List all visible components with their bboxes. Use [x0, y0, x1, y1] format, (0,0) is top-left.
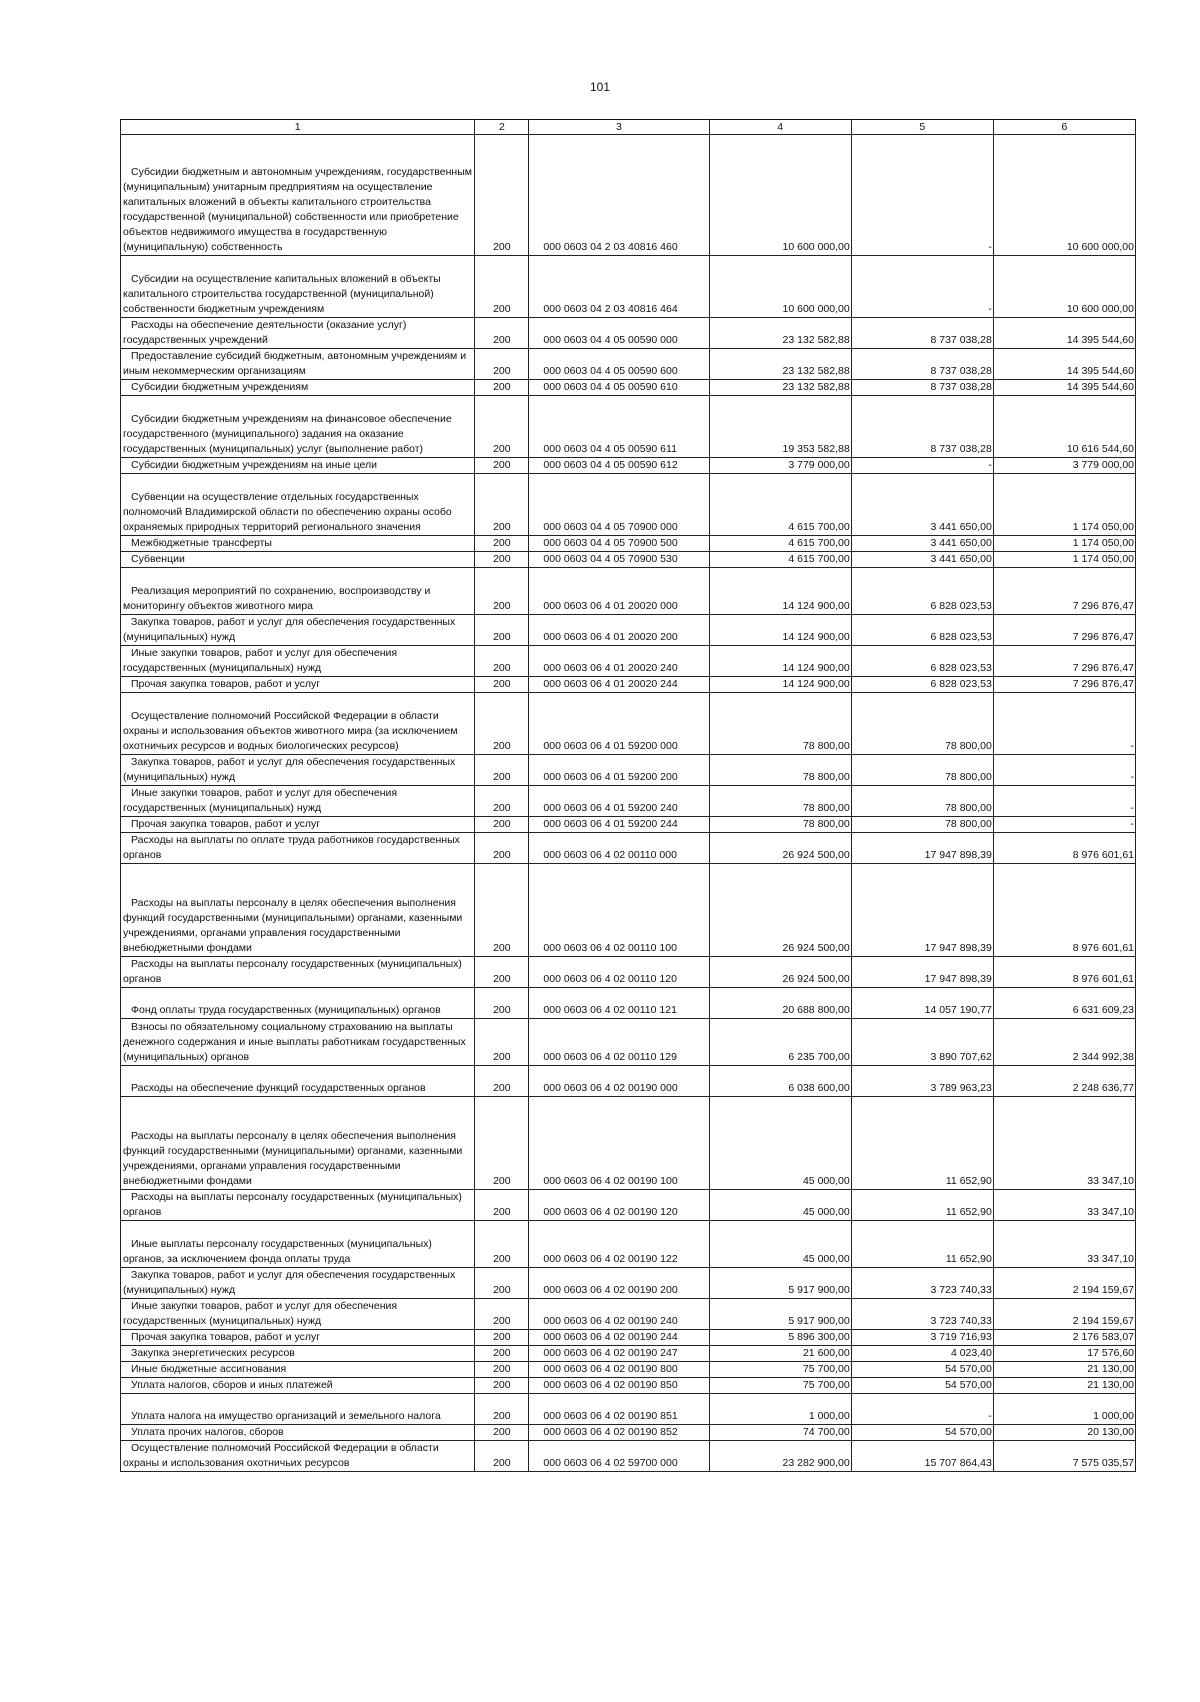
row-name-text: Реализация мероприятий по сохранению, воспроизводству и мониторингу объектов животного мира: [123, 585, 431, 612]
row-budget-code-cell: 000 0603 04 2 03 40816 460: [529, 135, 709, 256]
row-name-text: Уплата налогов, сборов и иных платежей: [131, 1379, 333, 1391]
row-executed-cell: 17 947 898,39: [851, 957, 993, 988]
row-executed-cell: 6 828 023,53: [851, 568, 993, 615]
table-row: [121, 349, 1136, 380]
row-line-code-cell: 200: [475, 1394, 529, 1425]
row-executed-cell: -: [851, 135, 993, 256]
table-row: [121, 1425, 1136, 1441]
table-row: [121, 1097, 1136, 1190]
row-unexecuted-cell: 10 616 544,60: [993, 396, 1135, 458]
row-executed-cell: 14 057 190,77: [851, 988, 993, 1019]
row-approved-cell: 75 700,00: [709, 1378, 851, 1394]
row-line-code-cell: 200: [475, 957, 529, 988]
row-budget-code-cell: 000 0603 04 4 05 00590 610: [529, 380, 709, 396]
table-row: [121, 1378, 1136, 1394]
row-budget-code-cell: 000 0603 06 4 02 59700 000: [529, 1441, 709, 1472]
row-line-code-cell: 200: [475, 568, 529, 615]
row-name-text: Иные закупки товаров, работ и услуг для обеспечения государственных (муниципальных) нужд: [123, 1300, 398, 1327]
row-unexecuted-cell: 20 130,00: [993, 1425, 1135, 1441]
row-executed-cell: 54 570,00: [851, 1425, 993, 1441]
row-unexecuted-cell: 7 296 876,47: [993, 568, 1135, 615]
row-budget-code-cell: 000 0603 06 4 02 00190 800: [529, 1362, 709, 1378]
row-name-text: Субсидии бюджетным учреждениям на финансовое обеспечение государственного (муниципального) задания на оказание государственных (муниципальных) услуг (выполнение работ): [123, 413, 452, 455]
row-approved-cell: 5 896 300,00: [709, 1330, 851, 1346]
row-name-text: Расходы на обеспечение деятельности (оказание услуг) государственных учреждений: [123, 319, 407, 346]
row-executed-cell: 17 947 898,39: [851, 833, 993, 864]
table-row: [121, 1019, 1136, 1066]
row-name-text: Взносы по обязательному социальному страхованию на выплаты денежного содержания и иные выплаты работникам государственных (муниципальных) органов: [123, 1021, 466, 1063]
row-budget-code-cell: 000 0603 06 4 02 00190 122: [529, 1221, 709, 1268]
row-name-text: Межбюджетные трансферты: [131, 537, 272, 549]
row-unexecuted-cell: 2 344 992,38: [993, 1019, 1135, 1066]
row-executed-cell: 3 723 740,33: [851, 1299, 993, 1330]
table-row: [121, 1346, 1136, 1362]
row-approved-cell: 20 688 800,00: [709, 988, 851, 1019]
row-name-cell: [121, 693, 475, 755]
row-approved-cell: 78 800,00: [709, 817, 851, 833]
row-unexecuted-cell: 10 600 000,00: [993, 135, 1135, 256]
row-unexecuted-cell: 1 000,00: [993, 1394, 1135, 1425]
table-row: [121, 786, 1136, 817]
row-budget-code-cell: 000 0603 06 4 02 00190 100: [529, 1097, 709, 1190]
table-row: [121, 135, 1136, 256]
table-row: [121, 988, 1136, 1019]
row-approved-cell: 5 917 900,00: [709, 1299, 851, 1330]
row-approved-cell: 10 600 000,00: [709, 135, 851, 256]
row-unexecuted-cell: 1 174 050,00: [993, 474, 1135, 536]
row-executed-cell: 11 652,90: [851, 1190, 993, 1221]
row-budget-code-cell: 000 0603 06 4 02 00110 121: [529, 988, 709, 1019]
row-line-code-cell: 200: [475, 1330, 529, 1346]
row-name-cell: [121, 552, 475, 568]
row-name-cell: [121, 988, 475, 1019]
row-name-text: Фонд оплаты труда государственных (муниципальных) органов: [131, 1004, 441, 1016]
row-name-cell: [121, 318, 475, 349]
row-budget-code-cell: 000 0603 04 4 05 00590 612: [529, 458, 709, 474]
row-name-cell: [121, 1019, 475, 1066]
table-row: [121, 693, 1136, 755]
row-name-cell: [121, 1330, 475, 1346]
header-col-3: 3: [529, 120, 709, 135]
row-unexecuted-cell: 6 631 609,23: [993, 988, 1135, 1019]
row-budget-code-cell: 000 0603 06 4 01 20020 244: [529, 677, 709, 693]
row-name-text: Расходы на выплаты персоналу государственных (муниципальных) органов: [123, 1191, 462, 1218]
table-row: [121, 833, 1136, 864]
row-name-text: Прочая закупка товаров, работ и услуг: [131, 1331, 321, 1343]
row-budget-code-cell: 000 0603 04 4 05 70900 500: [529, 536, 709, 552]
row-name-cell: [121, 256, 475, 318]
row-executed-cell: 8 737 038,28: [851, 380, 993, 396]
row-name-cell: [121, 135, 475, 256]
row-executed-cell: 54 570,00: [851, 1362, 993, 1378]
row-approved-cell: 19 353 582,88: [709, 396, 851, 458]
row-line-code-cell: 200: [475, 1066, 529, 1097]
row-line-code-cell: 200: [475, 1346, 529, 1362]
row-name-cell: [121, 396, 475, 458]
row-budget-code-cell: 000 0603 06 4 02 00190 852: [529, 1425, 709, 1441]
row-budget-code-cell: 000 0603 06 4 01 59200 200: [529, 755, 709, 786]
row-unexecuted-cell: 33 347,10: [993, 1097, 1135, 1190]
row-executed-cell: 78 800,00: [851, 786, 993, 817]
row-approved-cell: 26 924 500,00: [709, 864, 851, 957]
row-line-code-cell: 200: [475, 864, 529, 957]
row-unexecuted-cell: 21 130,00: [993, 1378, 1135, 1394]
row-unexecuted-cell: 8 976 601,61: [993, 864, 1135, 957]
row-budget-code-cell: 000 0603 06 4 02 00190 851: [529, 1394, 709, 1425]
row-unexecuted-cell: 2 194 159,67: [993, 1268, 1135, 1299]
row-budget-code-cell: 000 0603 06 4 02 00190 247: [529, 1346, 709, 1362]
row-name-cell: [121, 615, 475, 646]
header-col-6: 6: [993, 120, 1135, 135]
row-unexecuted-cell: 1 174 050,00: [993, 536, 1135, 552]
table-row: [121, 615, 1136, 646]
row-unexecuted-cell: 2 176 583,07: [993, 1330, 1135, 1346]
row-name-cell: [121, 833, 475, 864]
row-approved-cell: 78 800,00: [709, 755, 851, 786]
row-name-cell: [121, 568, 475, 615]
row-budget-code-cell: 000 0603 04 4 05 00590 600: [529, 349, 709, 380]
table-row: [121, 318, 1136, 349]
row-approved-cell: 23 132 582,88: [709, 318, 851, 349]
row-executed-cell: -: [851, 1394, 993, 1425]
row-line-code-cell: 200: [475, 552, 529, 568]
row-unexecuted-cell: 7 296 876,47: [993, 677, 1135, 693]
row-executed-cell: 8 737 038,28: [851, 396, 993, 458]
row-name-cell: [121, 349, 475, 380]
row-unexecuted-cell: -: [993, 693, 1135, 755]
row-name-text: Закупка товаров, работ и услуг для обеспечения государственных (муниципальных) нужд: [123, 756, 456, 783]
budget-execution-table: [120, 119, 1136, 1472]
table-row: [121, 864, 1136, 957]
row-line-code-cell: 200: [475, 988, 529, 1019]
row-line-code-cell: 200: [475, 536, 529, 552]
row-approved-cell: 5 917 900,00: [709, 1268, 851, 1299]
row-name-text: Субвенции на осуществление отдельных государственных полномочий Владимирской области по обеспечению охраны особо охраняемых природных территорий регионального значения: [123, 491, 452, 533]
header-col-2: 2: [475, 120, 529, 135]
row-name-cell: [121, 1221, 475, 1268]
row-line-code-cell: 200: [475, 677, 529, 693]
row-budget-code-cell: 000 0603 04 4 05 70900 000: [529, 474, 709, 536]
row-executed-cell: 3 723 740,33: [851, 1268, 993, 1299]
row-unexecuted-cell: 2 248 636,77: [993, 1066, 1135, 1097]
row-approved-cell: 78 800,00: [709, 693, 851, 755]
table-row: [121, 755, 1136, 786]
row-line-code-cell: 200: [475, 833, 529, 864]
row-line-code-cell: 200: [475, 1190, 529, 1221]
row-name-cell: [121, 474, 475, 536]
row-executed-cell: 78 800,00: [851, 817, 993, 833]
row-name-cell: [121, 677, 475, 693]
row-line-code-cell: 200: [475, 396, 529, 458]
row-line-code-cell: 200: [475, 1268, 529, 1299]
row-unexecuted-cell: 3 779 000,00: [993, 458, 1135, 474]
row-line-code-cell: 200: [475, 1378, 529, 1394]
row-executed-cell: 15 707 864,43: [851, 1441, 993, 1472]
row-executed-cell: 54 570,00: [851, 1378, 993, 1394]
row-unexecuted-cell: 1 174 050,00: [993, 552, 1135, 568]
row-executed-cell: 3 890 707,62: [851, 1019, 993, 1066]
row-name-cell: [121, 1346, 475, 1362]
row-approved-cell: 45 000,00: [709, 1221, 851, 1268]
row-name-text: Субсидии бюджетным учреждениям на иные цели: [131, 459, 377, 471]
row-executed-cell: 6 828 023,53: [851, 615, 993, 646]
row-line-code-cell: 200: [475, 135, 529, 256]
row-name-cell: [121, 1378, 475, 1394]
table-row: [121, 536, 1136, 552]
header-row: [121, 120, 1136, 135]
row-approved-cell: 10 600 000,00: [709, 256, 851, 318]
row-name-cell: [121, 458, 475, 474]
row-unexecuted-cell: -: [993, 786, 1135, 817]
row-name-cell: [121, 957, 475, 988]
row-name-text: Расходы на выплаты персоналу государственных (муниципальных) органов: [123, 958, 462, 985]
row-name-cell: [121, 1097, 475, 1190]
row-name-text: Уплата налога на имущество организаций и земельного налога: [131, 1410, 441, 1422]
row-name-text: Иные бюджетные ассигнования: [131, 1363, 287, 1375]
row-executed-cell: 3 719 716,93: [851, 1330, 993, 1346]
row-budget-code-cell: 000 0603 06 4 02 00190 120: [529, 1190, 709, 1221]
row-executed-cell: 8 737 038,28: [851, 318, 993, 349]
row-approved-cell: 6 235 700,00: [709, 1019, 851, 1066]
row-approved-cell: 14 124 900,00: [709, 568, 851, 615]
row-budget-code-cell: 000 0603 06 4 02 00110 000: [529, 833, 709, 864]
table-row: [121, 380, 1136, 396]
row-approved-cell: 78 800,00: [709, 786, 851, 817]
row-budget-code-cell: 000 0603 04 2 03 40816 464: [529, 256, 709, 318]
row-approved-cell: 3 779 000,00: [709, 458, 851, 474]
row-executed-cell: 8 737 038,28: [851, 349, 993, 380]
row-unexecuted-cell: 8 976 601,61: [993, 957, 1135, 988]
table-row: [121, 1221, 1136, 1268]
row-line-code-cell: 200: [475, 458, 529, 474]
row-budget-code-cell: 000 0603 06 4 02 00190 244: [529, 1330, 709, 1346]
row-name-cell: [121, 1441, 475, 1472]
row-name-text: Закупка товаров, работ и услуг для обеспечения государственных (муниципальных) нужд: [123, 1269, 456, 1296]
row-line-code-cell: 200: [475, 1221, 529, 1268]
row-unexecuted-cell: 33 347,10: [993, 1221, 1135, 1268]
row-line-code-cell: 200: [475, 380, 529, 396]
row-line-code-cell: 200: [475, 474, 529, 536]
row-unexecuted-cell: 7 575 035,57: [993, 1441, 1135, 1472]
row-executed-cell: 78 800,00: [851, 755, 993, 786]
row-executed-cell: 3 789 963,23: [851, 1066, 993, 1097]
row-line-code-cell: 200: [475, 693, 529, 755]
row-approved-cell: 74 700,00: [709, 1425, 851, 1441]
row-executed-cell: -: [851, 458, 993, 474]
table-row: [121, 677, 1136, 693]
row-budget-code-cell: 000 0603 06 4 02 00110 129: [529, 1019, 709, 1066]
row-budget-code-cell: 000 0603 06 4 02 00110 100: [529, 864, 709, 957]
row-budget-code-cell: 000 0603 04 4 05 70900 530: [529, 552, 709, 568]
row-approved-cell: 23 132 582,88: [709, 349, 851, 380]
row-budget-code-cell: 000 0603 06 4 01 20020 000: [529, 568, 709, 615]
row-unexecuted-cell: 14 395 544,60: [993, 380, 1135, 396]
header-col-1: 1: [121, 120, 475, 135]
table-row: [121, 817, 1136, 833]
row-budget-code-cell: 000 0603 04 4 05 00590 000: [529, 318, 709, 349]
row-executed-cell: 3 441 650,00: [851, 552, 993, 568]
row-approved-cell: 45 000,00: [709, 1190, 851, 1221]
row-name-cell: [121, 864, 475, 957]
table-row: [121, 1394, 1136, 1425]
row-name-text: Иные выплаты персоналу государственных (муниципальных) органов, за исключением фонда оплаты труда: [123, 1238, 432, 1265]
table-row: [121, 957, 1136, 988]
table-row: [121, 1268, 1136, 1299]
row-executed-cell: 6 828 023,53: [851, 677, 993, 693]
table-row: [121, 1441, 1136, 1472]
row-executed-cell: 11 652,90: [851, 1221, 993, 1268]
table-row: [121, 458, 1136, 474]
row-unexecuted-cell: 14 395 544,60: [993, 318, 1135, 349]
row-executed-cell: 4 023,40: [851, 1346, 993, 1362]
row-budget-code-cell: 000 0603 06 4 02 00190 000: [529, 1066, 709, 1097]
row-approved-cell: 45 000,00: [709, 1097, 851, 1190]
header-col-5: 5: [851, 120, 993, 135]
row-name-text: Расходы на выплаты персоналу в целях обеспечения выполнения функций государственными (муниципальными) органами, казенными учреждениями, органами управления государственными внебюджетными фондами: [123, 897, 463, 954]
row-name-cell: [121, 1362, 475, 1378]
row-name-text: Расходы на обеспечение функций государственных органов: [131, 1082, 426, 1094]
row-executed-cell: -: [851, 256, 993, 318]
row-approved-cell: 6 038 600,00: [709, 1066, 851, 1097]
row-approved-cell: 14 124 900,00: [709, 615, 851, 646]
row-name-text: Субсидии на осуществление капитальных вложений в объекты капитального строительства государственной (муниципальной) собственности бюджетным учреждениям: [123, 273, 441, 315]
row-name-text: Прочая закупка товаров, работ и услуг: [131, 818, 321, 830]
row-budget-code-cell: 000 0603 06 4 02 00190 200: [529, 1268, 709, 1299]
row-executed-cell: 3 441 650,00: [851, 536, 993, 552]
row-name-text: Расходы на выплаты персоналу в целях обеспечения выполнения функций государственными (муниципальными) органами, казенными учреждениями, органами управления государственными внебюджетными фондами: [123, 1130, 463, 1187]
row-approved-cell: 14 124 900,00: [709, 646, 851, 677]
row-name-text: Субвенции: [131, 553, 185, 565]
row-approved-cell: 14 124 900,00: [709, 677, 851, 693]
row-approved-cell: 75 700,00: [709, 1362, 851, 1378]
table-row: [121, 568, 1136, 615]
row-budget-code-cell: 000 0603 06 4 01 20020 240: [529, 646, 709, 677]
row-line-code-cell: 200: [475, 786, 529, 817]
row-budget-code-cell: 000 0603 06 4 01 59200 000: [529, 693, 709, 755]
row-budget-code-cell: 000 0603 06 4 02 00110 120: [529, 957, 709, 988]
row-name-text: Предоставление субсидий бюджетным, автономным учреждениям и иным некоммерческим организациям: [123, 350, 467, 377]
page-number: 101: [589, 80, 611, 94]
row-executed-cell: 6 828 023,53: [851, 646, 993, 677]
table-row: [121, 1299, 1136, 1330]
row-budget-code-cell: 000 0603 06 4 02 00190 850: [529, 1378, 709, 1394]
row-name-cell: [121, 1066, 475, 1097]
row-executed-cell: 11 652,90: [851, 1097, 993, 1190]
row-unexecuted-cell: 7 296 876,47: [993, 646, 1135, 677]
row-name-text: Закупка энергетических ресурсов: [131, 1347, 295, 1359]
row-executed-cell: 17 947 898,39: [851, 864, 993, 957]
row-line-code-cell: 200: [475, 349, 529, 380]
row-line-code-cell: 200: [475, 1097, 529, 1190]
row-line-code-cell: 200: [475, 646, 529, 677]
row-line-code-cell: 200: [475, 615, 529, 646]
table-row: [121, 1190, 1136, 1221]
row-line-code-cell: 200: [475, 817, 529, 833]
row-name-text: Субсидии бюджетным и автономным учреждениям, государственным (муниципальным) унитарным предприятиям на осуществление капитальных вложений в объекты капитального строительства государственной (муниципальной) собственности или приобретение объектов недвижимого имущества в государственную (муниципальную) собственность: [123, 166, 472, 253]
row-approved-cell: 26 924 500,00: [709, 833, 851, 864]
row-line-code-cell: 200: [475, 318, 529, 349]
row-name-cell: [121, 1394, 475, 1425]
row-unexecuted-cell: 10 600 000,00: [993, 256, 1135, 318]
row-name-cell: [121, 786, 475, 817]
row-unexecuted-cell: 14 395 544,60: [993, 349, 1135, 380]
row-unexecuted-cell: 17 576,60: [993, 1346, 1135, 1362]
row-name-cell: [121, 380, 475, 396]
table-row: [121, 1362, 1136, 1378]
table-row: [121, 1330, 1136, 1346]
row-unexecuted-cell: 8 976 601,61: [993, 833, 1135, 864]
row-unexecuted-cell: -: [993, 817, 1135, 833]
row-approved-cell: 26 924 500,00: [709, 957, 851, 988]
row-budget-code-cell: 000 0603 04 4 05 00590 611: [529, 396, 709, 458]
row-line-code-cell: 200: [475, 1019, 529, 1066]
row-budget-code-cell: 000 0603 06 4 01 20020 200: [529, 615, 709, 646]
row-budget-code-cell: 000 0603 06 4 01 59200 240: [529, 786, 709, 817]
row-name-cell: [121, 1268, 475, 1299]
table-body: [121, 135, 1136, 1472]
row-unexecuted-cell: -: [993, 755, 1135, 786]
row-budget-code-cell: 000 0603 06 4 01 59200 244: [529, 817, 709, 833]
row-name-text: Расходы на выплаты по оплате труда работников государственных органов: [123, 834, 460, 861]
row-name-cell: [121, 1299, 475, 1330]
row-approved-cell: 4 615 700,00: [709, 552, 851, 568]
row-line-code-cell: 200: [475, 1299, 529, 1330]
table-row: [121, 552, 1136, 568]
row-approved-cell: 1 000,00: [709, 1394, 851, 1425]
row-unexecuted-cell: 21 130,00: [993, 1362, 1135, 1378]
row-name-cell: [121, 1190, 475, 1221]
table-row: [121, 646, 1136, 677]
row-name-text: Иные закупки товаров, работ и услуг для обеспечения государственных (муниципальных) нужд: [123, 647, 398, 674]
row-name-text: Осуществление полномочий Российской Федерации в области охраны и использования охотничьих ресурсов: [123, 1442, 439, 1469]
row-name-cell: [121, 536, 475, 552]
table-row: [121, 256, 1136, 318]
row-approved-cell: 23 132 582,88: [709, 380, 851, 396]
row-line-code-cell: 200: [475, 1362, 529, 1378]
row-name-text: Уплата прочих налогов, сборов: [131, 1426, 284, 1438]
row-name-cell: [121, 1425, 475, 1441]
row-approved-cell: 21 600,00: [709, 1346, 851, 1362]
row-name-cell: [121, 646, 475, 677]
row-line-code-cell: 200: [475, 755, 529, 786]
row-name-text: Закупка товаров, работ и услуг для обеспечения государственных (муниципальных) нужд: [123, 616, 456, 643]
row-line-code-cell: 200: [475, 1425, 529, 1441]
row-executed-cell: 3 441 650,00: [851, 474, 993, 536]
header-col-4: 4: [709, 120, 851, 135]
row-approved-cell: 23 282 900,00: [709, 1441, 851, 1472]
row-line-code-cell: 200: [475, 256, 529, 318]
row-name-cell: [121, 755, 475, 786]
table-row: [121, 396, 1136, 458]
row-unexecuted-cell: 33 347,10: [993, 1190, 1135, 1221]
row-name-text: Субсидии бюджетным учреждениям: [131, 381, 309, 393]
row-name-text: Осуществление полномочий Российской Федерации в области охраны и использования объектов животного мира (за исключением охотничьих ресурсов и водных биологических ресурсов): [123, 710, 458, 752]
row-approved-cell: 4 615 700,00: [709, 474, 851, 536]
row-executed-cell: 78 800,00: [851, 693, 993, 755]
table-row: [121, 474, 1136, 536]
row-unexecuted-cell: 7 296 876,47: [993, 615, 1135, 646]
table-row: [121, 1066, 1136, 1097]
row-name-cell: [121, 817, 475, 833]
row-budget-code-cell: 000 0603 06 4 02 00190 240: [529, 1299, 709, 1330]
row-unexecuted-cell: 2 194 159,67: [993, 1299, 1135, 1330]
row-name-text: Прочая закупка товаров, работ и услуг: [131, 678, 321, 690]
row-name-text: Иные закупки товаров, работ и услуг для обеспечения государственных (муниципальных) нужд: [123, 787, 398, 814]
row-approved-cell: 4 615 700,00: [709, 536, 851, 552]
row-line-code-cell: 200: [475, 1441, 529, 1472]
